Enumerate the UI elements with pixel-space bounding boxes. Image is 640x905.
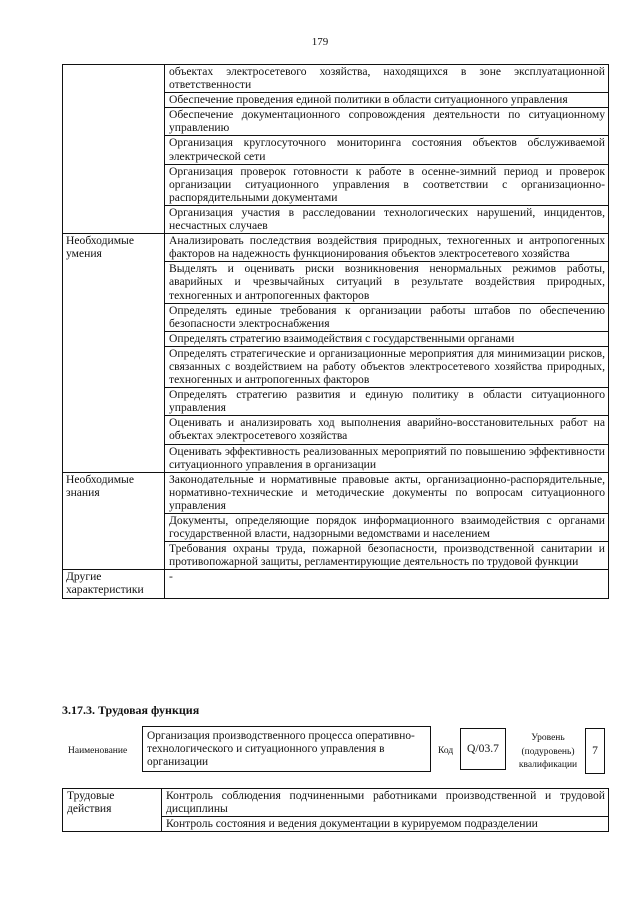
labor-actions-label: Трудовые действия [63, 789, 162, 832]
name-label: Наименование [68, 746, 128, 756]
empty-label-cell [63, 65, 165, 234]
table-cell: Организация участия в расследовании технологических нарушений, инцидентов, несчастных случаев [165, 205, 609, 233]
table-row [63, 65, 609, 93]
table-cell: Определять стратегию взаимодействия с государственными органами [165, 331, 609, 346]
table-cell: Выделять и оценивать риски возникновения ненормальных режимов работы, аварийных и чрезвычайных ситуаций в результате воздействия природных, техногенных и антропогенных факторов [165, 262, 609, 303]
table-cell: Контроль соблюдения подчиненными работниками производственной и трудовой дисциплины [162, 789, 609, 817]
table-cell: Обеспечение проведения единой политики в области ситуационного управления [165, 93, 609, 108]
table-row [63, 234, 609, 262]
function-level-box: 7 [585, 728, 605, 774]
code-label: Код [438, 746, 454, 756]
knowledge-label: Необходимые знания [63, 472, 165, 570]
table-cell: Определять единые требования к организации работы штабов по обеспечению безопасности электроснабжения [165, 303, 609, 331]
function-code-box: Q/03.7 [460, 728, 506, 770]
requirements-table [62, 64, 609, 599]
page-number: 179 [311, 36, 329, 48]
table-row [63, 472, 609, 513]
table-cell: Организация проверок готовности к работе в осенне-зимний период и проверок организации ситуационного управления в соответствии с организационно-распорядительными документами [165, 164, 609, 205]
level-label: Уровень (подуровень) квалификации [518, 733, 578, 770]
section-title: 3.17.3. Трудовая функция [62, 703, 200, 717]
table-cell: Контроль состояния и ведения документации в курируемом подразделении [162, 817, 609, 832]
other-label: Другие характеристики [63, 570, 165, 598]
table-cell: Требования охраны труда, пожарной безопасности, производственной санитарии и противопожарной защиты, регламентирующие деятельность по трудовой функции [165, 542, 609, 570]
skills-label: Необходимые умения [63, 234, 165, 473]
table-cell: Оценивать эффективность реализованных мероприятий по повышению эффективности ситуационного управления в организации [165, 444, 609, 472]
function-name-box: Организация производственного процесса оперативно-технологического и ситуационного управления в организации [142, 726, 431, 772]
table-cell: Организация круглосуточного мониторинга состояния объектов обслуживаемой электрической сети [165, 136, 609, 164]
table-cell: Документы, определяющие порядок информационного взаимодействия с органами государственной власти, надзорными ведомствами и населением [165, 514, 609, 542]
table-cell: Обеспечение документационного сопровождения деятельности по ситуационному управлению [165, 108, 609, 136]
table-cell: Законодательные и нормативные правовые акты, организационно-распорядительные, нормативно-технические и методические документы по вопросам ситуационного управления [165, 472, 609, 513]
table-cell: Оценивать и анализировать ход выполнения аварийно-восстановительных работ на объектах электросетевого хозяйства [165, 416, 609, 444]
function-header [62, 726, 608, 776]
table-row [63, 570, 609, 598]
table-cell: Анализировать последствия воздействия природных, техногенных и антропогенных факторов на надежность функционирования объектов электросетевого хозяйства [165, 234, 609, 262]
table-cell: Определять стратегические и организационные мероприятия для минимизации рисков, связанных с воздействием на работу объектов электросетевого хозяйства природных, техногенных и антропогенных факторов [165, 346, 609, 387]
table-cell: - [165, 570, 609, 598]
table-cell: объектах электросетевого хозяйства, находящихся в зоне эксплуатационной ответственности [165, 65, 609, 93]
table-row [63, 789, 609, 817]
labor-actions-table [62, 788, 609, 832]
table-cell: Определять стратегию развития и единую политику в области ситуационного управления [165, 388, 609, 416]
